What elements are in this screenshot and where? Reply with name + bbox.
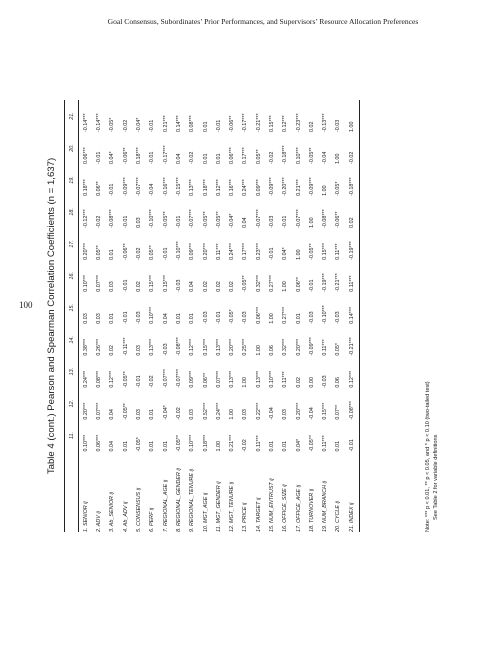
table-note-definitions: See Table 2 for variable definitions (433, 434, 439, 520)
row-label: 5. CONSENSUS ij (136, 487, 143, 532)
table-row (106, 100, 119, 532)
row-label: 10. MGT_AGE ij (202, 492, 209, 532)
table-cell: 0.00 (308, 377, 315, 388)
table-cell: 0.01 (282, 441, 289, 452)
table-cell: 0.23*** (255, 243, 262, 260)
table-cell: 0.09*** (189, 370, 196, 388)
table-cell: -0.04 (269, 407, 275, 420)
table-cell: -0.06** (122, 243, 129, 260)
table-cell: -0.05* (335, 181, 342, 196)
table-cell: 0.15*** (162, 274, 169, 292)
table-cell: -0.02 (175, 407, 182, 420)
table-cell: -0.03 (308, 311, 315, 324)
table-cell: -0.03 (202, 311, 209, 324)
table-row (93, 100, 106, 532)
table-cell: -0.04 (149, 183, 156, 196)
table-cell: 0.01 (202, 121, 209, 132)
table-cell: -0.16*** (162, 177, 169, 196)
table-cell: -0.19*** (345, 228, 359, 260)
table-cell: 0.01 (109, 313, 116, 324)
table-cell: -0.07*** (295, 209, 302, 228)
row-label: 8. REGIONAL_GENDER ij (175, 468, 182, 532)
column-header: 14. (65, 324, 79, 356)
table-cell: 0.01 (189, 313, 196, 324)
table-row (146, 100, 159, 532)
table-cell: -0.07*** (136, 177, 143, 196)
table-cell: 0.04 (175, 153, 182, 164)
table-cell: 1.00 (335, 153, 342, 164)
table-cell: 0.06 (335, 377, 342, 388)
running-head: Goal Consensus, Subordinates’ Prior Performances, and Supervisors’ Resource Allocation Preferences (107, 17, 419, 26)
table-cell: 0.11*** (345, 260, 359, 292)
table-cell: 0.06 (269, 345, 275, 356)
row-label: 20. CYCLE ij (335, 501, 342, 532)
table-cell: 0.07** (335, 404, 342, 420)
table-cell: 0.10*** (269, 370, 275, 388)
table-cell: 0.18*** (136, 147, 143, 164)
table-cell: -0.05** (308, 243, 315, 260)
table-row (199, 100, 212, 532)
table-cell: 0.14*** (345, 292, 359, 324)
table-cell: 0.15*** (322, 243, 329, 260)
table-cell: 0.01 (335, 441, 342, 452)
table-cell: -0.02 (189, 151, 196, 164)
table-cell: -0.05** (122, 403, 129, 420)
column-header: 15. (65, 292, 79, 324)
table-cell: -0.05** (215, 211, 222, 228)
table-cell: -0.05* (229, 309, 236, 324)
row-label: 2. ADV ij (96, 511, 103, 532)
table-cell: 0.02 (308, 121, 315, 132)
table-cell: 0.06** (96, 181, 103, 196)
table-cell: 0.05** (255, 149, 262, 164)
table-cell: -0.14*** (96, 113, 103, 132)
table-cell: 0.12*** (109, 370, 116, 388)
table-cell: 0.03 (136, 217, 143, 228)
table-cell: -0.20*** (282, 177, 289, 196)
column-header: 20. (65, 132, 79, 164)
table-cell: 0.24*** (215, 402, 222, 420)
table-cell: -0.21*** (255, 113, 262, 132)
table-cell: 0.03 (189, 409, 196, 420)
table-cell: 0.11*** (282, 371, 289, 388)
table-cell: -0.09*** (269, 177, 275, 196)
table-cell: 0.09*** (189, 243, 196, 260)
table-cell: 0.26*** (96, 338, 103, 356)
table-cell: 0.24*** (82, 370, 89, 388)
table-cell: 0.12*** (345, 356, 359, 388)
table-cell: -0.21*** (335, 273, 342, 292)
row-label: 16. OFFICE_SIZE ij (282, 484, 289, 532)
table-cell: 0.11*** (255, 435, 262, 452)
row-label: 17. OFFICE_AGE ij (295, 484, 302, 532)
table-cell: 0.01 (122, 441, 129, 452)
rotated-table-frame (46, 100, 448, 532)
row-label: 9. REGIONAL_TENURE ij (189, 469, 196, 532)
table-cell: 0.11*** (322, 435, 329, 452)
table-cell: 0.14*** (175, 115, 182, 132)
table-cell: -0.12*** (82, 209, 89, 228)
table-cell: -0.01 (122, 215, 129, 228)
table-cell: -0.02 (345, 132, 359, 164)
table-cell: -0.05** (202, 211, 209, 228)
table-cell: 0.10*** (82, 274, 89, 292)
table-cell: 0.03 (282, 409, 289, 420)
table-cell: 0.13*** (215, 338, 222, 356)
table-cell: -0.03 (162, 343, 169, 356)
table-cell: 0.01 (149, 441, 156, 452)
table-cell: 0.02 (109, 345, 116, 356)
table-cell: -0.01 (175, 215, 182, 228)
table-cell: 0.11*** (215, 243, 222, 260)
table-cell: -0.02 (149, 375, 156, 388)
table-cell: -0.03 (175, 279, 182, 292)
table-row (79, 100, 93, 532)
table-cell: 0.06** (202, 372, 209, 388)
table-cell: 0.12*** (282, 115, 289, 132)
table-cell: 1.00 (308, 217, 315, 228)
table-cell: 0.20*** (202, 243, 209, 260)
table-cell: -0.04* (229, 213, 236, 228)
table-cell: 0.03 (96, 313, 103, 324)
table-cell: 0.07*** (215, 370, 222, 388)
table-cell: -0.11*** (122, 337, 129, 356)
table-row (332, 100, 345, 532)
table-cell: 0.20*** (82, 243, 89, 260)
table-cell: 0.03 (136, 409, 143, 420)
table-cell: -0.03 (335, 311, 342, 324)
table-cell: 0.04 (242, 217, 249, 228)
table-cell: 0.20*** (295, 338, 302, 356)
row-label: 21. INDEX ij (345, 452, 359, 532)
table-cell: -0.04 (308, 407, 315, 420)
table-cell: -0.02 (242, 439, 249, 452)
table-cell: 0.04 (109, 409, 116, 420)
table-cell: -0.03 (322, 375, 329, 388)
table-cell: 0.06*** (82, 147, 89, 164)
table-cell: -0.10*** (322, 305, 329, 324)
table-cell: 0.16*** (229, 179, 236, 196)
table-cell: -0.05** (308, 147, 315, 164)
table-cell: 0.13*** (255, 370, 262, 388)
table-cell: -0.01 (122, 311, 129, 324)
table-cell: 0.10*** (295, 147, 302, 164)
page-number: 100 (19, 300, 33, 310)
table-row (265, 100, 278, 532)
row-label: 3. Ab_SENIOR ij (109, 492, 116, 532)
table-cell: 0.17*** (242, 243, 249, 260)
row-label: 19. NUM_BRANCH ij (322, 481, 329, 532)
table-cell: 0.01 (149, 409, 156, 420)
table-cell: 0.04* (282, 247, 289, 260)
row-label: 6. PERF ij (149, 507, 156, 532)
table-cell: 0.24*** (229, 243, 236, 260)
table-cell: 0.01 (295, 313, 302, 324)
table-cell: 1.00 (242, 377, 249, 388)
table-cell: -0.02 (122, 119, 129, 132)
table-cell: -0.15*** (175, 177, 182, 196)
table-cell: -0.05** (122, 371, 129, 388)
table-cell: -0.18*** (282, 145, 289, 164)
table-cell: -0.17*** (162, 145, 169, 164)
table-cell: 1.00 (215, 441, 222, 452)
table-cell: 0.08*** (96, 370, 103, 388)
table-cell: -0.07*** (255, 209, 262, 228)
table-cell: 0.18*** (202, 434, 209, 452)
table-row (186, 100, 199, 532)
table-row (226, 100, 239, 532)
table-cell: -0.01 (345, 420, 359, 452)
table-cell: 0.10*** (82, 434, 89, 452)
column-header: 12. (65, 388, 79, 420)
table-row (212, 100, 225, 532)
table-cell: -0.09*** (308, 337, 315, 356)
row-label: 12. MGT_TENURE ij (229, 481, 236, 532)
table-cell: -0.04* (136, 117, 143, 132)
table-cell: -0.01 (149, 119, 156, 132)
table-cell: -0.02 (96, 215, 103, 228)
table-cell: 0.03 (136, 345, 143, 356)
table-row (172, 100, 185, 532)
row-label: 11. MGT_GENDER ij (215, 481, 222, 532)
table-cell: -0.06** (229, 115, 236, 132)
table-cell: 0.21*** (229, 434, 236, 452)
table-cell: 0.06*** (96, 434, 103, 452)
table-cell: -0.08*** (175, 337, 182, 356)
table-cell: 0.13*** (229, 370, 236, 388)
table-cell: 0.21*** (295, 179, 302, 196)
table-notes (424, 100, 440, 532)
table-cell: -0.01 (162, 247, 169, 260)
table-row (279, 100, 292, 532)
table-cell: -0.01 (122, 279, 129, 292)
table-cell: 0.10*** (189, 434, 196, 452)
table-cell: 0.06** (295, 277, 302, 292)
table-cell: 1.00 (229, 409, 236, 420)
table-row (132, 100, 145, 532)
table-cell: 0.04* (109, 151, 116, 164)
table-cell: 0.21*** (162, 115, 169, 132)
table-cell: -0.01 (215, 311, 222, 324)
table-cell: -0.05** (242, 275, 249, 292)
table-cell: 1.00 (295, 249, 302, 260)
table-cell: 0.08*** (189, 115, 196, 132)
table-cell: -0.08*** (322, 209, 329, 228)
table-cell: -0.08*** (345, 388, 359, 420)
table-cell: -0.13*** (322, 113, 329, 132)
table-cell: -0.03 (269, 215, 275, 228)
table-cell: 0.02 (202, 281, 209, 292)
row-label: 15. NUM_ENTRUST ij (269, 478, 275, 532)
table-cell: -0.05** (175, 435, 182, 452)
column-header: 17. (65, 228, 79, 260)
table-cell: 0.09*** (255, 179, 262, 196)
table-caption: Table 4 (cont.) Pearson and Spearman Correlation Coefficients (n = 1,637) (46, 157, 57, 475)
table-cell: 0.07*** (96, 274, 103, 292)
column-header: 11. (65, 420, 79, 452)
table-cell: -0.02 (136, 247, 143, 260)
table-cell: 0.20*** (295, 402, 302, 420)
table-cell: 0.24*** (242, 179, 249, 196)
table-cell: 1.00 (345, 100, 359, 132)
table-row (319, 100, 332, 532)
table-row (345, 100, 359, 532)
table-cell: -0.01 (136, 375, 143, 388)
table-cell: 0.01 (215, 153, 222, 164)
table-cell: 0.02 (215, 281, 222, 292)
table-cell: -0.09*** (122, 177, 129, 196)
table-cell: 0.15*** (269, 115, 275, 132)
table-cell: 0.01 (175, 313, 182, 324)
table-cell: 0.04 (109, 441, 116, 452)
table-cell: -0.10*** (149, 209, 156, 228)
table-cell: -0.17*** (242, 113, 249, 132)
table-cell: -0.19*** (322, 273, 329, 292)
table-cell: -0.01 (149, 151, 156, 164)
table-header-row (65, 100, 79, 532)
table-cell: 0.38*** (82, 338, 89, 356)
column-header: 18. (65, 196, 79, 228)
table-cell: -0.01 (269, 247, 275, 260)
correlation-table (64, 100, 360, 532)
table-cell: 0.04 (162, 313, 169, 324)
table-cell: -0.14*** (82, 113, 89, 132)
row-label: 14. TARGET ij (255, 497, 262, 532)
table-cell: 0.03 (242, 409, 249, 420)
table-cell: 0.15*** (322, 402, 329, 420)
table-cell: -0.01 (308, 279, 315, 292)
table-cell: 1.00 (322, 185, 329, 196)
table-cell: -0.07*** (189, 209, 196, 228)
table-row (159, 100, 172, 532)
row-label: 7. REGIONAL_AGE ij (162, 479, 169, 532)
table-cell: -0.23*** (295, 113, 302, 132)
table-cell: 0.02 (345, 196, 359, 228)
table-cell: -0.05** (162, 211, 169, 228)
table-cell: 0.02 (136, 281, 143, 292)
table-cell: 0.18*** (82, 179, 89, 196)
table-cell: 0.32*** (282, 338, 289, 356)
table-cell: -0.10*** (175, 241, 182, 260)
table-cell: -0.18*** (345, 164, 359, 196)
table-cell: -0.06** (122, 147, 129, 164)
table-cell: 0.04 (189, 281, 196, 292)
table-note-significance: Note: *** p < 0.01, ** p < 0.05, and * p < 0.10 (two-tailed test) (425, 381, 431, 532)
table-cell: 0.05* (335, 343, 342, 356)
column-header: 13. (65, 356, 79, 388)
table-cell: -0.08*** (109, 209, 116, 228)
table-cell: -0.07*** (175, 369, 182, 388)
table-cell: -0.04* (162, 405, 169, 420)
table-cell: 0.06*** (229, 147, 236, 164)
row-label: 1. SENIOR ij (82, 501, 89, 532)
table-cell: -0.01 (215, 119, 222, 132)
table-cell: -0.09*** (308, 177, 315, 196)
table-cell: 0.25*** (242, 338, 249, 356)
table-cell: -0.21*** (345, 324, 359, 356)
table-cell: 1.00 (282, 281, 289, 292)
table-cell: -0.05* (109, 117, 116, 132)
table-cell: 0.03 (82, 313, 89, 324)
table-cell: 0.11*** (335, 243, 342, 260)
column-header: 19. (65, 164, 79, 196)
table-cell: 0.18*** (202, 179, 209, 196)
table-cell: 0.12*** (189, 338, 196, 356)
table-cell: 0.03 (109, 281, 116, 292)
table-cell: 0.15*** (202, 338, 209, 356)
table-cell: 0.11*** (322, 339, 329, 356)
row-label: 4. Ab_ADV ij (122, 501, 129, 532)
column-header: 21. (65, 100, 79, 132)
table-cell: 0.07*** (96, 402, 103, 420)
table-cell: 0.01 (269, 441, 275, 452)
table-cell: 0.01 (162, 441, 169, 452)
table-cell: 0.22*** (255, 402, 262, 420)
table-cell: 0.02 (295, 377, 302, 388)
table-cell: 0.05** (96, 245, 103, 260)
table-cell: 0.02 (229, 281, 236, 292)
table-cell: 1.00 (255, 345, 262, 356)
table-cell: -0.01 (282, 215, 289, 228)
table-cell: 0.05** (149, 245, 156, 260)
table-row (252, 100, 265, 532)
table-cell: 0.27*** (282, 306, 289, 324)
row-label: 13. PRICE ij (242, 502, 249, 532)
table-cell: -0.05** (308, 435, 315, 452)
table-cell: 0.20*** (229, 338, 236, 356)
table-cell: 0.13*** (149, 338, 156, 356)
table-cell: 0.52*** (202, 402, 209, 420)
table-cell: 0.01 (202, 153, 209, 164)
table-cell: 0.20*** (82, 402, 89, 420)
table-cell: -0.06** (335, 211, 342, 228)
table-cell: 1.00 (269, 313, 275, 324)
table-cell: 0.04* (295, 438, 302, 452)
table-cell: -0.04 (322, 151, 329, 164)
table-cell: -0.02 (269, 151, 275, 164)
table-cell: 0.01 (109, 249, 116, 260)
table-cell: 0.06*** (255, 306, 262, 324)
table-cell: -0.07*** (162, 369, 169, 388)
table-cell: 0.27*** (269, 274, 275, 292)
table-cell: 0.10*** (149, 306, 156, 324)
table-cell: -0.01 (96, 151, 103, 164)
table-row (292, 100, 305, 532)
table-row (305, 100, 318, 532)
table-cell: 0.15*** (149, 274, 156, 292)
table-header-blank (65, 452, 79, 532)
table-cell: 0.32*** (255, 274, 262, 292)
table-cell: -0.03 (335, 119, 342, 132)
table-cell: 0.12*** (215, 179, 222, 196)
table-row (239, 100, 252, 532)
table-cell: -0.05* (136, 437, 143, 452)
table-row (119, 100, 132, 532)
table-cell: 0.17*** (242, 147, 249, 164)
table-cell: -0.01 (109, 183, 116, 196)
table-cell: -0.03 (136, 311, 143, 324)
row-label: 18. TURNOVER ij (308, 488, 315, 532)
column-header: 16. (65, 260, 79, 292)
table-cell: 0.13*** (189, 179, 196, 196)
table-cell: -0.03 (242, 311, 249, 324)
